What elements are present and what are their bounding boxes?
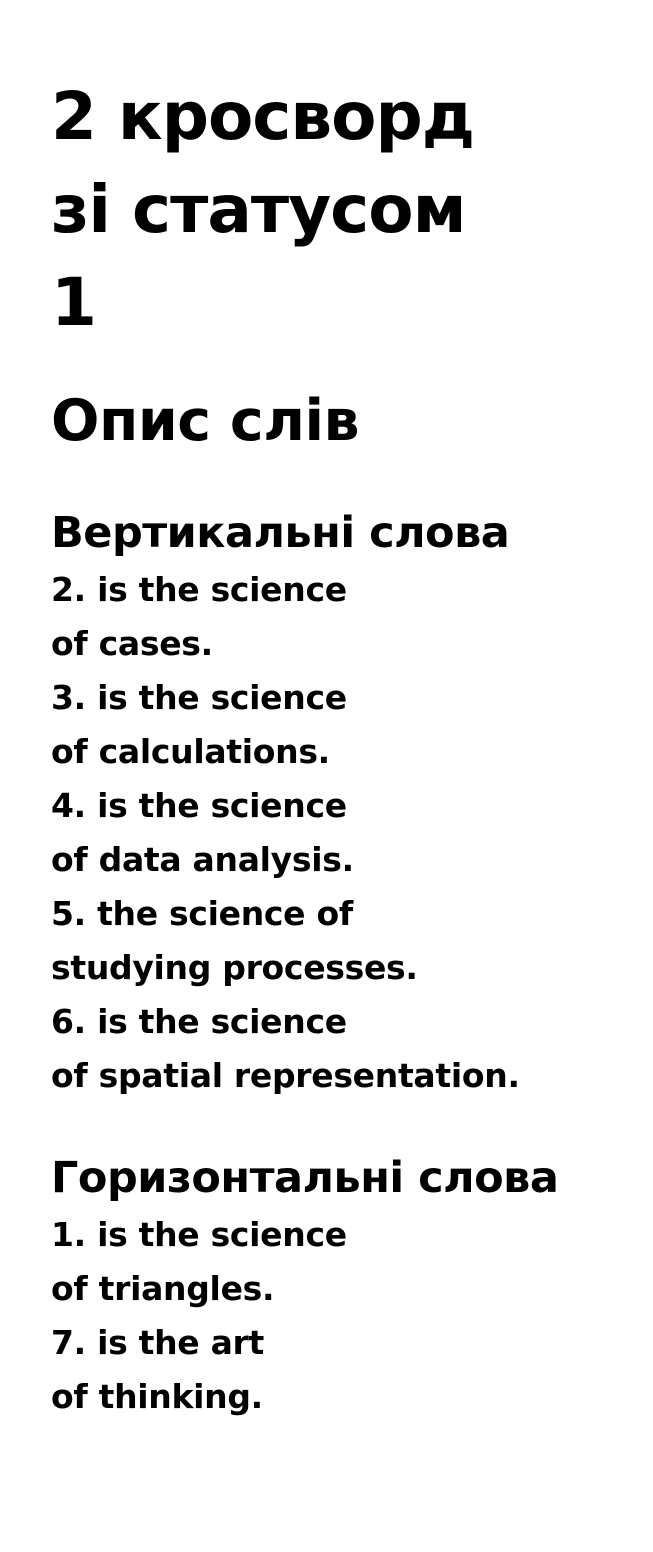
clue-text: 5. the science of [51, 894, 353, 933]
clue-text: of thinking. [51, 1377, 263, 1416]
clue-text: of data analysis. [51, 840, 354, 879]
vertical-clue [51, 563, 646, 671]
words-description-heading: Опис слів [51, 388, 360, 454]
clue-text: 1. is the science [51, 1215, 347, 1254]
clue-text: studying processes. [51, 948, 418, 987]
clue-text: of triangles. [51, 1269, 275, 1308]
clue-text: 7. is the art [51, 1323, 264, 1362]
horizontal-clue [51, 1208, 646, 1316]
vertical-words-section [51, 503, 646, 1103]
vertical-words-heading: Вертикальні слова [51, 508, 510, 558]
horizontal-words-section [51, 1148, 646, 1424]
horizontal-words-heading: Горизонтальні слова [51, 1153, 559, 1203]
clue-text: 4. is the science [51, 786, 347, 825]
clue-text: of cases. [51, 624, 213, 663]
vertical-clue [51, 779, 646, 887]
page-title: 2 кросворд зі статусом 1 [51, 78, 475, 341]
vertical-clue [51, 671, 646, 779]
clue-text: 6. is the science [51, 1002, 347, 1041]
vertical-clue-list [51, 563, 646, 1103]
horizontal-clue-list [51, 1208, 646, 1424]
clue-text: of spatial representation. [51, 1056, 520, 1095]
clue-text: 3. is the science [51, 678, 347, 717]
vertical-clue [51, 887, 646, 995]
crossword-description-page [51, 70, 646, 1424]
horizontal-clue [51, 1316, 646, 1424]
vertical-clue [51, 995, 646, 1103]
clue-text: 2. is the science [51, 570, 347, 609]
clue-text: of calculations. [51, 732, 330, 771]
